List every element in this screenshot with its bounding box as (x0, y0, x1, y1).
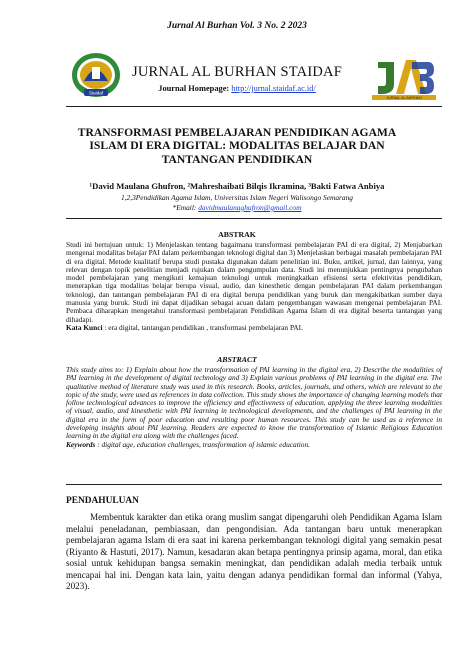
al-burhan-logo-text: JURNAL AL BURHAN (386, 96, 422, 100)
homepage-link[interactable]: http://jurnal.staidaf.ac.id/ (231, 84, 316, 93)
staidaf-logo-text: Staidaf (88, 90, 104, 96)
abstrak-heading: ABSTRAK (218, 230, 256, 239)
homepage-label: Journal Homepage: (158, 84, 230, 93)
article-affiliation: 1,2,3Pendidikan Agama Islam, Universitas Islam Negeri Walisongo Semarang (121, 193, 353, 202)
abstract-text: This study aims to: 1) Explain about how the transformation of PAI learning in the digital era, 2) Describe the modalities of PAI learning in the development of digital technology and 3) Explain various problems of PAI learning in the digital era. The qualitative method of literature study was used in this research. Books, articles, journals, and others, which are relevant to the topic of the study, were used as references in data collection. This study shows the importance of changing learning models that follow technological advances to improve the efficiency and effectiveness of education, applying the three learning modalities of visual, audio, and kinesthetic with PAI learning in technological developments, and the challenges of PAI learning in the digital era in the form of poor education and resulting poor human resources. This study can be used as a reference in developing insights about PAI learning. Readers are expected to know the transformation of Islamic Religious Education learning in the digital era along with the challenges faced. (66, 365, 442, 441)
section-heading-pendahuluan: PENDAHULUAN (66, 496, 139, 506)
abstrak-keywords: : era digital, tantangan pendidikan , transformasi pembelajaran PAI. (104, 322, 303, 332)
abstract-bottom-rule (66, 484, 442, 485)
abstract-body (66, 366, 442, 449)
abstract-heading: ABSTRACT (217, 355, 257, 364)
journal-name: JURNAL AL BURHAN STAIDAF (131, 64, 342, 80)
abstrak-body (66, 241, 442, 332)
email-link[interactable]: davidmaulanaghufron@gmail.com (198, 203, 302, 212)
abstrak-top-rule (66, 218, 442, 219)
masthead-rule (66, 106, 442, 107)
abstract-keywords-label: Keywords (66, 439, 96, 449)
article-authors: ¹David Maulana Ghufron, ²Mahreshaibati Bilqis Ikramina, ³Bakti Fatwa Anbiya (89, 181, 385, 191)
running-head: Jurnal Al Burhan Vol. 3 No. 2 2023 (167, 21, 307, 31)
article-title: TRANSFORMASI PEMBELAJARAN PENDIDIKAN AGAMA ISLAM DI ERA DIGITAL: MODALITAS BELAJAR DAN TANTANGAN PENDIDIKAN (77, 126, 397, 166)
pendahuluan-paragraph: Membentuk karakter dan etika orang muslim sangat dipengaruhi oleh Pendidikan Agama Islam melalui peneladanan, pembiasaan, dan pengondisian. Ada tantangan baru untuk menerapkan pembelajaran agama Islam di era saat ini karena perkembangan teknologi digital yang semakin pesat (Riyanto & Hastuti, 2017). Namun, kesadaran akan betapa pentingnya prinsip agama, moral, dan etika sosial untuk kehidupan bangsa semakin meningkat, dan pendidikan adalah media terbaik untuk mencapai hal ini. Dengan kata lain, yaitu dengan adanya pendidikan formal dan informal (Yahya, 2023). (66, 512, 442, 592)
abstrak-keywords-label: Kata Kunci (66, 322, 103, 332)
email-label: *Email: (172, 203, 197, 212)
article-email (0, 203, 474, 212)
al-burhan-logo (372, 54, 436, 100)
abstract-keywords: : digital age, education challenges, transformation of islamic education. (97, 439, 310, 449)
abstrak-text: Studi ini bertujuan untuk: 1) Menjelaskan tentang bagaimana transformasi pembelajaran PAI di era digital, 2) Menjabarkan mengenai modalitas belajar PAI dalam perkembangan teknologi digital dan 3) Menjelaskan berbagai masalah pembelajaran PAI di era digital. Metode kualitatif berupa studi pustaka digunakan dalam penelitian ini. Buku, artikel, jurnal, dan lainnya, yang relevan dengan topik penelitian menjadi rujukan dalam pengumpulan data. Studi ini menunjukkan pentingnya pengubahan model pembelajaran yang mengikuti kemajuan teknologi untuk meningkatkan efisiensi serta efektivitas pendidikan, menerapkan tiga modalitas belajar berupa visual, audio, dan kinesthetic dengan pembelajaran PAI dalam perkembangan teknologi, dan tantangan pembelajaran PAI di era digital berupa pendidikan yang buruk dan mengakibatkan sumber daya manusia yang buruk. Studi ini dapat dijadikan sebagai acuan dalam pengembangan wawasan mengenai pembelajaran PAI. Pembaca diharapkan mengetahui transformasi pembelajaran Pendidikan Agama Islam di era digital beserta tantangan yang dihadapi. (66, 240, 442, 324)
